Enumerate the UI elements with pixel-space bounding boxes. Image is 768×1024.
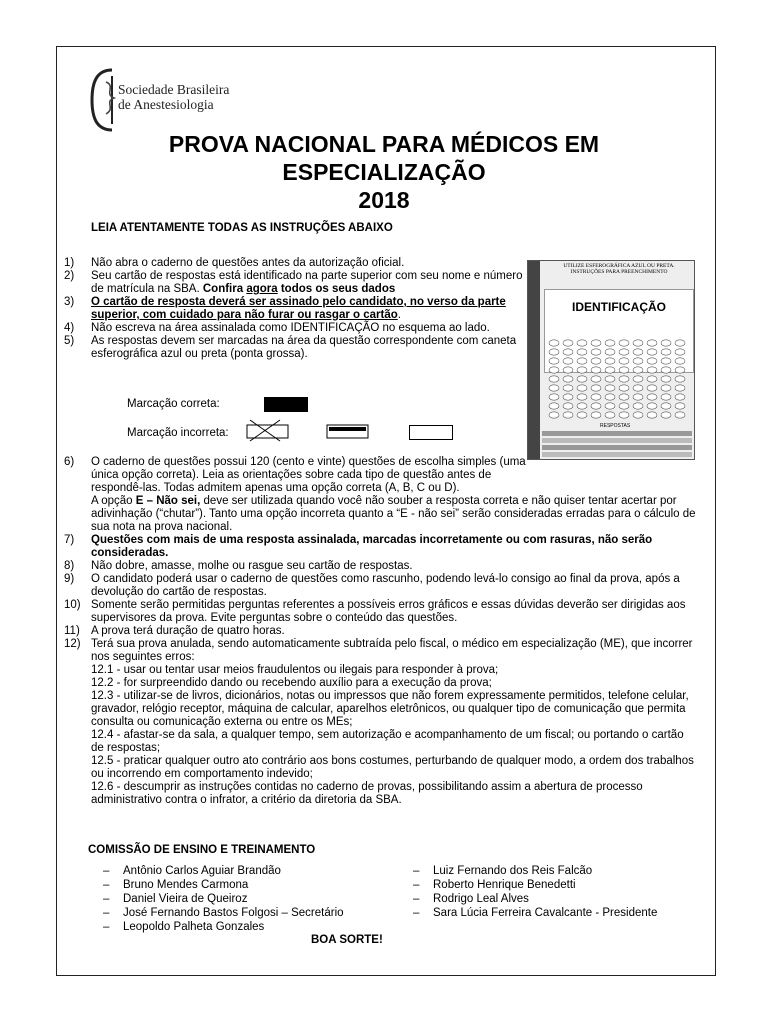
correct-mark-box <box>264 397 308 412</box>
card-bubble <box>619 367 629 373</box>
card-bubble <box>675 412 685 418</box>
card-bubble <box>661 412 671 418</box>
card-bubble <box>619 403 629 409</box>
card-bubble <box>633 376 643 382</box>
card-bubble <box>675 376 685 382</box>
card-bubble <box>549 376 559 382</box>
card-bubble <box>605 385 615 391</box>
card-bubble <box>563 367 573 373</box>
card-bubble <box>549 385 559 391</box>
card-bubble <box>619 376 629 382</box>
card-bubble <box>605 394 615 400</box>
card-identification-area: IDENTIFICAÇÃO <box>544 289 694 373</box>
incorrect-mark-empty <box>409 425 453 440</box>
instruction-list-top: 1) Não abra o caderno de questões antes da autorização oficial. 2) Seu cartão de respostas está identificado na parte superior com seu nome e número de matrícula na SBA. Confira agora todos os seus dados 3) O cartão de resposta deverá ser assinado pelo candidato, no verso da parte superior, com cuidado para não furar ou rasgar o cartão. 4) Não escreva na área assinalada como IDENTIFICAÇÃO no esquema ao lado. 5) As respostas devem ser marcadas na área da questão correspondente com caneta esferográfica azul ou preta (ponta grossa). <box>64 257 523 360</box>
card-bubble <box>675 385 685 391</box>
card-bubble <box>661 385 671 391</box>
committee-title: COMISSÃO DE ENSINO E TREINAMENTO <box>88 844 316 856</box>
card-bubble <box>591 385 601 391</box>
card-bubble <box>605 376 615 382</box>
card-bubble <box>647 403 657 409</box>
card-bubble <box>675 403 685 409</box>
card-bubble <box>633 394 643 400</box>
card-bubble <box>619 412 629 418</box>
card-responses-label: RESPOSTAS <box>600 423 631 429</box>
card-bubble <box>605 367 615 373</box>
card-bubble <box>647 412 657 418</box>
card-response-row <box>542 438 692 443</box>
committee-left: – Antônio Carlos Aguiar Brandão – Bruno Mendes Carmona – Daniel Vieira de Queiroz – José Fernando Bastos Folgosi – Secretário – Leopoldo Palheta Gonzales <box>103 864 344 934</box>
card-bubble <box>647 367 657 373</box>
mark-examples <box>127 398 229 440</box>
card-bubble <box>577 403 587 409</box>
card-bubble <box>577 376 587 382</box>
card-bubble <box>605 412 615 418</box>
card-bubble <box>577 385 587 391</box>
card-bubble <box>661 376 671 382</box>
card-bubble <box>633 403 643 409</box>
card-bubble <box>661 367 671 373</box>
mark-correct-label: Marcação correta: <box>127 398 220 410</box>
incorrect-mark-x <box>246 418 290 442</box>
card-bubble <box>661 403 671 409</box>
card-response-row <box>542 431 692 436</box>
card-response-row <box>542 445 692 450</box>
closing-text: BOA SORTE! <box>311 934 383 946</box>
page-title: PROVA NACIONAL PARA MÉDICOS EM ESPECIALIZAÇÃO 2018 <box>168 131 600 213</box>
card-bubble <box>647 376 657 382</box>
card-bubble <box>675 394 685 400</box>
card-bubble <box>633 385 643 391</box>
committee-right: – Luiz Fernando dos Reis Falcão – Roberto Henrique Benedetti – Rodrigo Leal Alves – Sara Lúcia Ferreira Cavalcante - Presidente <box>413 864 657 920</box>
card-bubble <box>549 412 559 418</box>
card-bubble <box>647 394 657 400</box>
card-bubble <box>563 403 573 409</box>
card-bubble <box>591 367 601 373</box>
card-bubble <box>591 403 601 409</box>
card-bubble <box>619 385 629 391</box>
instruction-list-bottom: 6) O caderno de questões possui 120 (cento e vinte) questões de escolha simples (uma única opção correta). Leia as orientações sobre cada tipo de questão antes de respondê-las. Todas admitem apenas uma opção correta (A, B, C ou D). A opção E – Não sei, deve ser utilizada quando você não souber a resposta correta e não quiser tentar acertar por adivinhação (“chutar”). Tanto uma opção incorreta quanto a “E - não sei” serão consideradas erradas para o cálculo de sua nota na prova nacional. 7) Questões com mais de uma resposta assinalada, marcadas incorretamente ou com rasuras, não serão consideradas. 8) Não dobre, amasse, molhe ou rasgue seu cartão de respostas. 9) O candidato poderá usar o caderno de questões como rascunho, podendo levá-lo consigo ao final da prova, após a devolução do cartão de respostas. 10) Somente serão permitidas perguntas referentes a possíveis erros gráficos e essas dúvidas deverão ser dirigidas aos supervisores da prova. Evite perguntas sobre o conteúdo das questões. 11) A prova terá duração de quatro horas. 12) Terá sua prova anulada, sendo automaticamente subtraída pelo fiscal, o médico em especialização (ME), que incorrer nos seguintes erros: 12.1 - usar ou tentar usar meios fraudulentos ou ilegais para responder à prova; 12.2 - for surpreendido dando ou recebendo auxílio para a execução da prova; 12.3 - utilizar-se de livros, dicionários, notas ou impressos que não forem expressamente permitidos, telefone celular, gravador, relógio receptor, máquina de calcular, aparelhos eletrônicos, ou qualquer tipo de comunicação que permita consulta ou comunicação externa ou entre os MEs; 12.4 - afastar-se da sala, a qualquer tempo, sem autorização e acompanhamento de um fiscal; ou portando o cartão de respostas; 12.5 - praticar qualquer outro ato contrário aos bons costumes, perturbando de qualquer modo, a ordem dos trabalhos ou incorrendo em comportamento indevido; 12.6 - descumprir as instruções contidas no caderno de provas, possibilitando assim a abertura de processo administrativo contra o infrator, a critério da diretoria da SBA. <box>64 456 696 806</box>
card-bubble <box>591 394 601 400</box>
card-bubble <box>619 394 629 400</box>
card-bubble <box>591 412 601 418</box>
incorrect-mark-partial <box>326 424 370 440</box>
card-bubble <box>661 394 671 400</box>
card-bubble <box>577 412 587 418</box>
card-bubble <box>633 367 643 373</box>
card-bubble <box>563 412 573 418</box>
card-bubble <box>577 367 587 373</box>
card-bubble <box>549 367 559 373</box>
card-bubble <box>591 376 601 382</box>
card-bubble <box>577 394 587 400</box>
card-bubble <box>647 385 657 391</box>
instructions-heading: LEIA ATENTAMENTE TODAS AS INSTRUÇÕES ABAIXO <box>91 222 393 234</box>
card-bubble <box>675 367 685 373</box>
card-bubble <box>605 403 615 409</box>
card-bubble <box>549 394 559 400</box>
card-bubble <box>563 385 573 391</box>
card-bubble <box>563 394 573 400</box>
answer-card-image: UTILIZE ESFEROGRÁFICA AZUL OU PRETA. INSTRUÇÕES PARA PREENCHIMENTO IDENTIFICAÇÃO RESPOSTAS <box>527 260 695 460</box>
card-bubble <box>633 412 643 418</box>
org-name: Sociedade Brasileira de Anestesiologia <box>118 82 230 112</box>
card-bubble <box>549 403 559 409</box>
mark-incorrect-label: Marcação incorreta: <box>127 427 229 439</box>
card-bubble <box>563 376 573 382</box>
